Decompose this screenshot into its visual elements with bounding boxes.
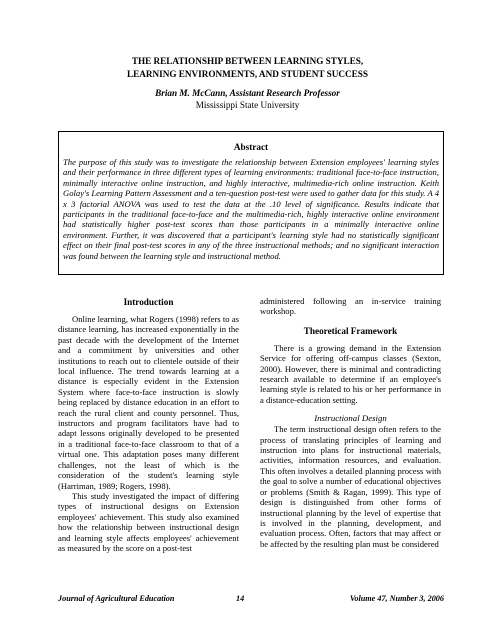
instructional-design-paragraph: The term instructional design often refers to the process of translating principles of learning and instruction into plans for instructional materials, activities, information resources, and evaluation. This often involves a detailed planning process with the goal to solve a number of educational objectives or problems (Smith & Ragan, 1999). This type of design is distinguished from other forms of instructional planning by the level of expertise that is involved in the planning, development, and evaluation process. Often, factors that may affect or be affected by the resulting plan must be considered: [260, 424, 441, 549]
introduction-continuation: administered following an in-service training workshop.: [260, 296, 441, 317]
introduction-paragraph-2: This study investigated the impact of differing types of instructional designs on Extension employees' achievement. This study also examined how the relationship between instructional design and learning style affects employees' achievement as measured by the score on a post-test: [58, 490, 239, 553]
author-name: Brian M. McCann, Assistant Research Professor: [155, 88, 340, 98]
paper-title: [60, 55, 435, 81]
theoretical-framework-heading: Theoretical Framework: [303, 325, 398, 336]
author-affiliation: Mississippi State University: [195, 100, 300, 110]
left-column: [58, 296, 239, 553]
title-line-2: LEARNING ENVIRONMENTS, AND STUDENT SUCCESS: [126, 69, 369, 79]
instructional-design-subheading: Instructional Design: [314, 413, 387, 424]
abstract-heading: Abstract: [233, 142, 269, 152]
page-footer: [58, 593, 444, 605]
right-column: [260, 296, 441, 549]
author-block: [60, 87, 435, 111]
theoretical-framework-paragraph: There is a growing demand in the Extension Service for offering off-campus classes (Sexton, 2000). However, there is minimal and contradicting research available to determine if an employee's learning style is related to his or her performance in a distance-education setting.: [260, 342, 441, 405]
abstract-text: The purpose of this study was to investigate the relationship between Extension employees' learning styles and their performance in three different types of learning environments: traditional face-to-face instruction, minimally interactive online instruction, and highly interactive, multimedia-rich online instruction. Keith Golay's Learning Pattern Assessment and a ten-question post-test were used to gather data for this study. A 4 x 3 factorial ANOVA was used to test the data at the .10 level of significance. Results indicate that participants in the traditional face-to-face and the multimedia-rich, highly interactive online environment had statistically higher post-test scores than those participants in a minimally interactive online environment. Further, it was discovered that a participant's learning style had no statistically significant effect on their final post-test scores in any of the three instructional methods; and no significant interaction was found between the learning style and instructional method.: [63, 157, 439, 261]
footer-page-number: 14: [236, 594, 245, 603]
introduction-paragraph-1: Online learning, what Rogers (1998) refers to as distance learning, has increased exponentially in the past decade with the development of the Internet and a commitment by universities and other institutions to reach out to clientele outside of their local influence. The trend towards learning at a distance is especially evident in the Extension System where face-to-face instruction is slowly being replaced by distance education in an effort to reach the rural client and county personnel. Thus, instructors and program facilitators have had to adapt lessons originally developed to be presented in a traditional face-to-face classroom to that of a virtual one. This adaptation poses many different challenges, not the least of which is the consideration of the student's learning style (Harriman, 1989; Rogers, 1998).: [58, 314, 239, 491]
abstract-box: [58, 131, 444, 275]
title-line-1: THE RELATIONSHIP BETWEEN LEARNING STYLES,: [131, 56, 364, 66]
footer-journal: Journal of Agricultural Education: [58, 594, 175, 603]
footer-volume: Volume 47, Number 3, 2006: [349, 594, 444, 603]
introduction-heading: Introduction: [123, 297, 174, 307]
